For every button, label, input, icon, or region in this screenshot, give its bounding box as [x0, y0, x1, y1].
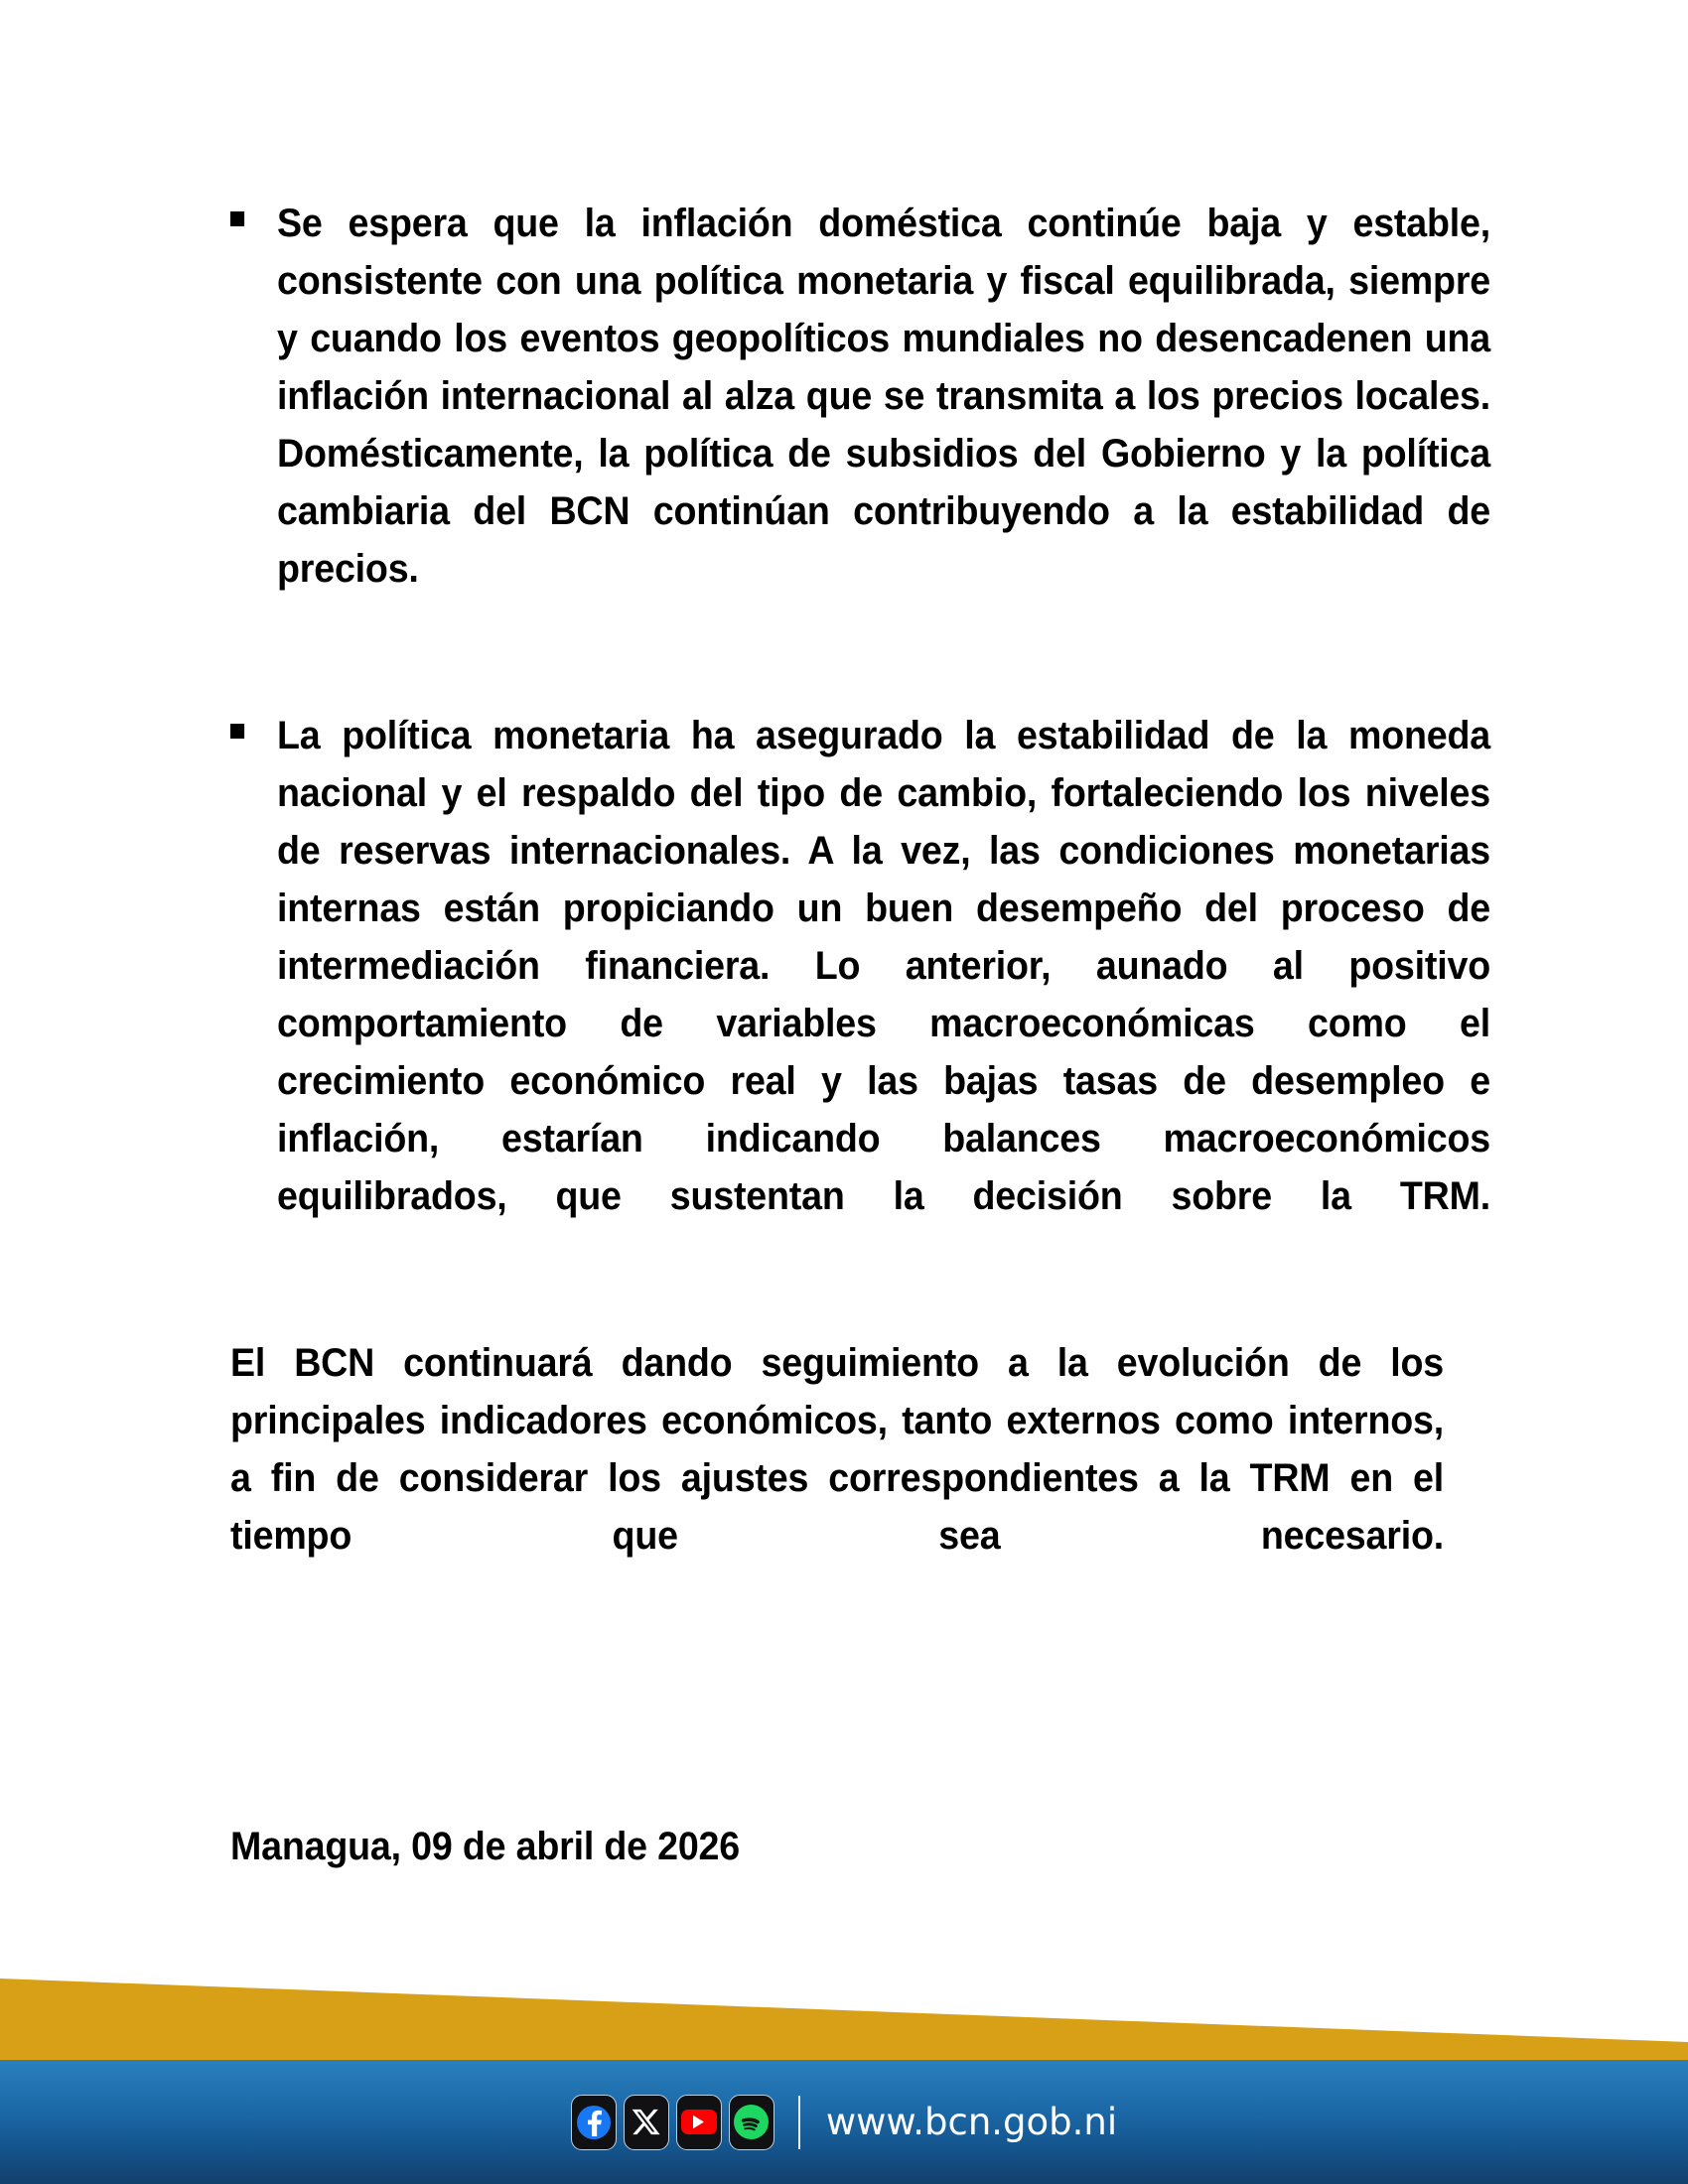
- paragraph-text: Se espera que la inflación doméstica continúe baja y estable, consistente con una política monetaria y fiscal equilibrada, siempre y cuando los eventos geopolíticos mundiales no desencadenen una inflación internacional al alza que se transmita a los precios locales. Domésticamente, la política de subsidios del Gobierno y la política cambiaria del BCN continúan contribuyendo a la estabilidad de precios.: [277, 202, 1490, 591]
- page-footer: [0, 1951, 1688, 2184]
- website-url[interactable]: www.bcn.gob.ni: [825, 2101, 1118, 2143]
- spotify-glyph: [734, 2105, 769, 2139]
- paragraph-text: La política monetaria ha asegurado la estabilidad de la moneda nacional y el respaldo del tipo de cambio, fortaleciendo los niveles de reservas internacionales. A la vez, las condiciones monetarias internas están propiciando un buen desempeño del proceso de intermediación financiera. Lo anterior, aunado al positivo comportamiento de variables macroeconómicas como el crecimiento económico real y las bajas tasas de desempleo e inflación, estarían indicando balances macroeconómicos equilibrados, que sustentan la decisión sobre la TRM.: [277, 714, 1490, 1218]
- x-glyph: [631, 2107, 661, 2137]
- youtube-glyph: [681, 2110, 717, 2134]
- bullet-paragraph: [230, 195, 1490, 655]
- footer-divider: [798, 2096, 800, 2149]
- youtube-icon[interactable]: [676, 2095, 722, 2150]
- dateline: Managua, 09 de abril de 2026: [230, 1825, 741, 1868]
- closing-paragraph: [230, 1334, 1444, 1622]
- facebook-icon[interactable]: [571, 2095, 617, 2150]
- facebook-glyph: [577, 2106, 611, 2139]
- bullet-paragraph: [230, 707, 1490, 1283]
- document-body: [230, 195, 1490, 1622]
- square-bullet-icon: [230, 724, 244, 739]
- paragraph-text: El BCN continuará dando seguimiento a la evolución de los principales indicadores económicos, tanto externos como internos, a fin de considerar los ajustes correspondientes a la TRM en el tiempo que sea necesario.: [230, 1341, 1444, 1558]
- x-twitter-icon[interactable]: [624, 2095, 669, 2150]
- spotify-icon[interactable]: [729, 2095, 774, 2150]
- social-links: [571, 2095, 774, 2150]
- footer-content-row: [0, 2060, 1688, 2184]
- square-bullet-icon: [230, 211, 244, 226]
